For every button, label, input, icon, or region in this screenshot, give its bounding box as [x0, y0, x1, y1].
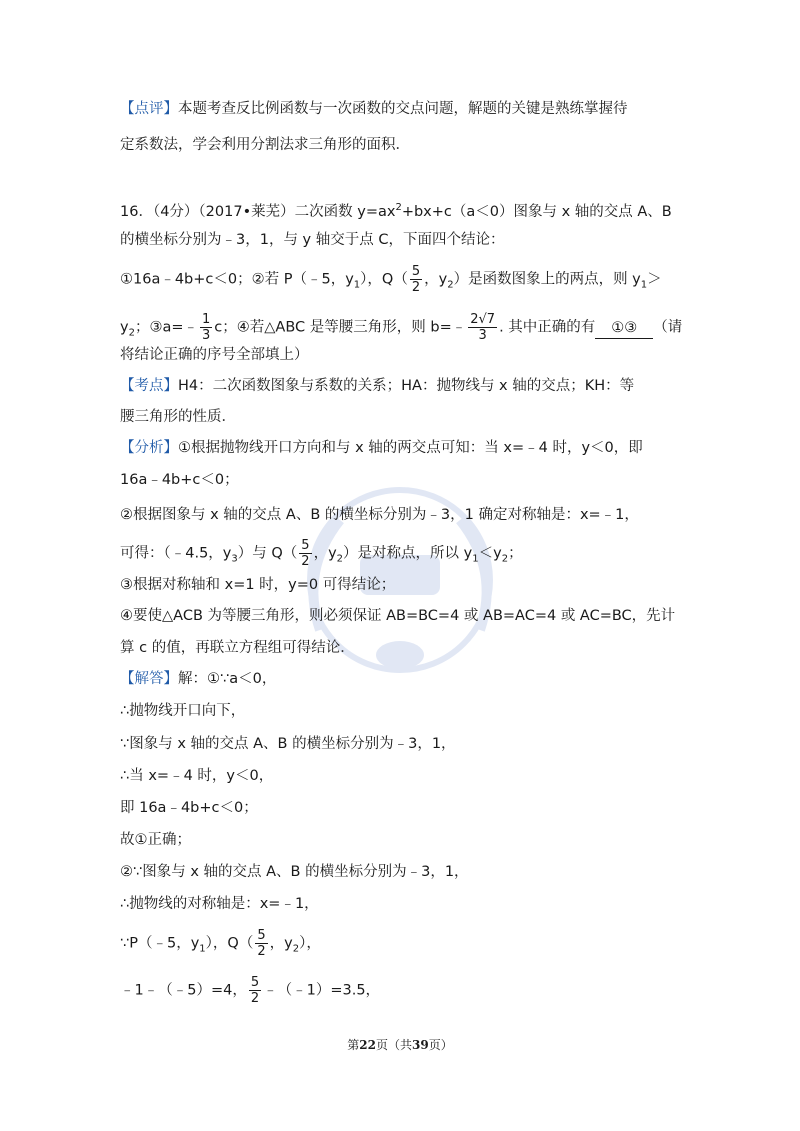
fenxi-line-6: ④要使△ACB 为等腰三角形，则必须保证 AB=BC=4 或 AB=AC=4 或 AC=BC，先计	[120, 608, 676, 624]
comment-line-2: 定系数法，学会利用分割法求三角形的面积．	[120, 137, 410, 153]
kaodian-line-1: 【考点】H4：二次函数图象与系数的关系；HA：抛物线与 x 轴的交点；KH：等	[120, 378, 635, 394]
fenxi-line-1: 【分析】①根据抛物线开口方向和与 x 轴的两交点可知：当 x=﹣4 时，y＜0，即	[120, 440, 643, 456]
jieda-line-5: 即 16a﹣4b+c＜0；	[120, 800, 258, 816]
jieda-line-10: ﹣1﹣（﹣5）=4， $\frac{5}{2}$ ﹣（﹣1）=3.5，	[120, 975, 381, 1006]
fenxi-line-4: 可得：（﹣4.5，$y_3$）与 Q（ $\frac{5}{2}$ ，$y_2$）是对称点，所以 $y_1<y_2$；	[120, 538, 523, 569]
jieda-line-7: ②∵图象与 x 轴的交点 A、B 的横坐标分别为﹣3，1，	[120, 864, 469, 880]
kaodian-line-2: 腰三角形的性质．	[120, 409, 236, 425]
fenxi-line-7: 算 c 的值，再联立方程组可得结论．	[120, 640, 355, 656]
fenxi-line-5: ③根据对称轴和 x=1 时，y=0 可得结论；	[120, 577, 396, 593]
page-footer: 第22页（共39页）	[347, 1038, 453, 1052]
fenxi-tag: 【分析】	[120, 440, 178, 456]
jieda-line-6: 故①正确；	[120, 832, 191, 848]
page-total: 39	[412, 1038, 429, 1052]
jieda-line-3: ∵图象与 x 轴的交点 A、B 的横坐标分别为﹣3，1，	[120, 736, 456, 752]
comment-tag: 【点评】	[120, 101, 178, 117]
fenxi-line-2: 16a﹣4b+c＜0；	[120, 472, 239, 488]
problem-line-2: 的横坐标分别为﹣3，1，与 y 轴交于点 C，下面四个结论：	[120, 232, 505, 248]
jieda-line-8: ∴抛物线的对称轴是：x=﹣1，	[120, 896, 319, 912]
fraction-2sqrt7-3: $\frac{2√7}{3}$	[470, 312, 496, 343]
problem-line-3: ①16a﹣4b+c＜0；②若 P（﹣5，$y_1$），Q（ $\frac{5}{2}$ ，$y_2$）是函数图象上的两点，则 $y_1>$	[120, 264, 662, 295]
problem-line-1: 16．（4分）（2017•莱芜）二次函数 $y=ax^2+bx+c(a<0)$图象与 x 轴的交点 A、B	[120, 202, 672, 220]
page-number: 22	[359, 1038, 376, 1052]
fraction-1-3: $\frac{1}{3}$	[202, 312, 211, 343]
jieda-line-1: 【解答】解：①∵a＜0，	[120, 671, 277, 687]
problem-line-5: 将结论正确的序号全部填上）	[120, 347, 309, 363]
comment-line-1: 【点评】本题考查反比例函数与一次函数的交点问题，解题的关键是熟练掌握待	[120, 101, 628, 117]
jieda-line-9: ∵P（﹣5，$y_1$），Q（ $\frac{5}{2}$ ，$y_2$），	[120, 928, 321, 959]
answer-blank: ①③	[595, 318, 653, 339]
jieda-tag: 【解答】	[120, 671, 178, 687]
jieda-line-4: ∴当 x=﹣4 时，y＜0，	[120, 768, 274, 784]
fenxi-line-3: ②根据图象与 x 轴的交点 A、B 的横坐标分别为﹣3，1 确定对称轴是：x=﹣1，	[120, 507, 639, 523]
jieda-line-2: ∴抛物线开口向下，	[120, 703, 246, 719]
kaodian-tag: 【考点】	[120, 378, 178, 394]
fraction-5-2: $\frac{5}{2}$	[411, 264, 421, 295]
problem-line-4: $y_2$；③a=﹣ $\frac{1}{3}$ c；④若△ABC 是等腰三角形，则 b=﹣ $\frac{2√7}{3}$ . 其中正确的有 ①③ （请	[120, 312, 683, 343]
